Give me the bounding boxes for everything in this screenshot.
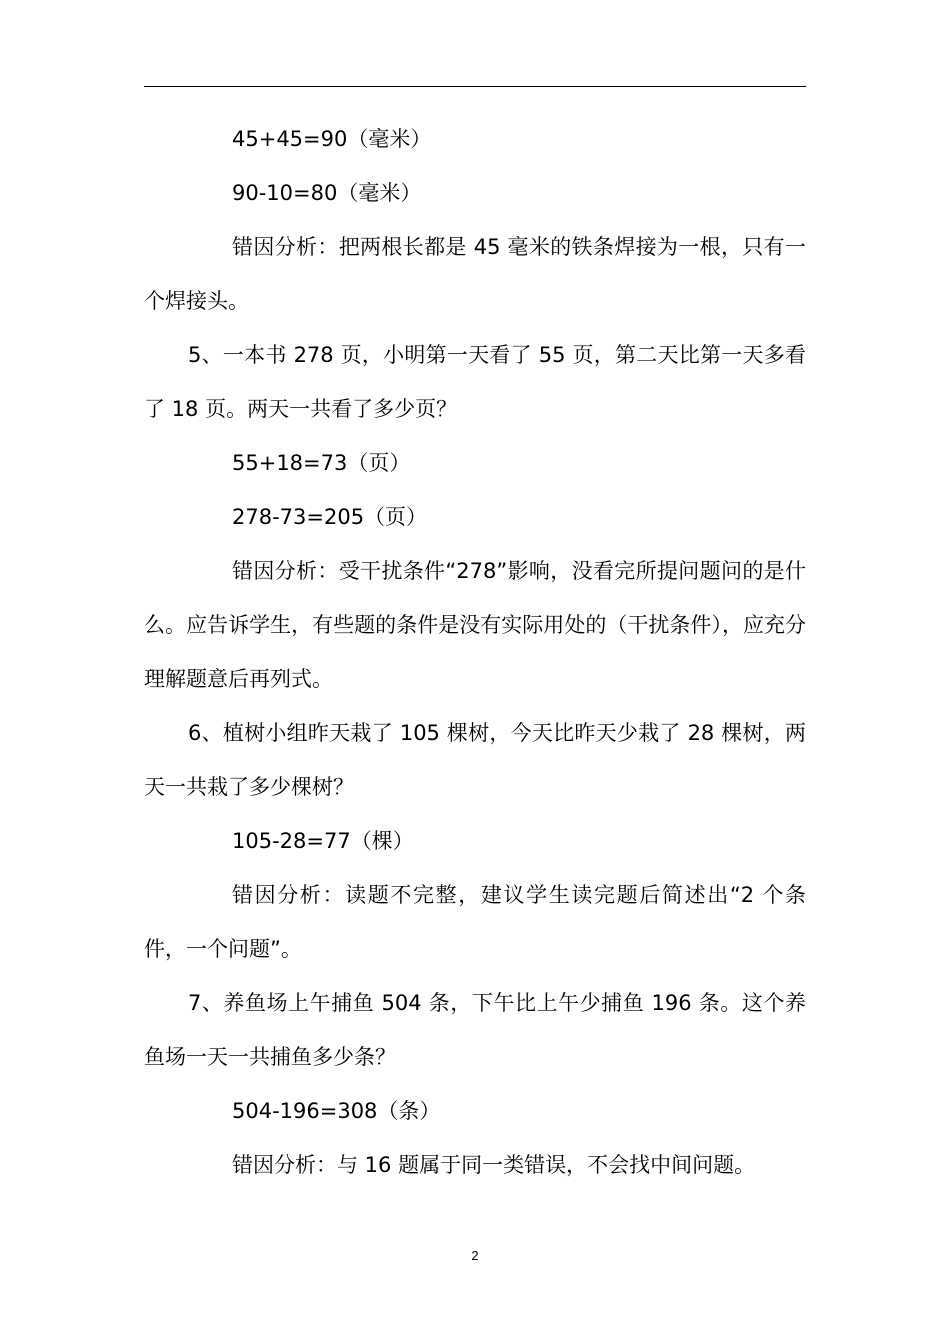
equation-line: 45+45=90（毫米）	[232, 127, 432, 151]
equation-line: 55+18=73（页）	[232, 451, 411, 475]
header-rule	[144, 86, 806, 87]
document-body	[144, 112, 806, 1192]
error-analysis-paragraph: 错因分析：读题不完整，建议学生读完题后简述出“2 个条件，一个问题”。	[144, 883, 806, 961]
equation-line: 278-73=205（页）	[232, 505, 428, 529]
question-paragraph: 6、植树小组昨天栽了 105 棵树，今天比昨天少栽了 28 棵树，两天一共栽了多少棵树？	[144, 721, 806, 799]
page-number: 2	[471, 1248, 479, 1263]
error-analysis-paragraph: 错因分析：把两根长都是 45 毫米的铁条焊接为一根，只有一个焊接头。	[144, 235, 806, 313]
equation-line: 105-28=77（棵）	[232, 829, 414, 853]
equation-line: 90-10=80（毫米）	[232, 181, 422, 205]
question-paragraph: 7、养鱼场上午捕鱼 504 条，下午比上午少捕鱼 196 条。这个养鱼场一天一共捕鱼多少条？	[144, 991, 806, 1069]
error-analysis-paragraph: 错因分析：与 16 题属于同一类错误，不会找中间问题。	[232, 1153, 756, 1177]
equation-line: 504-196=308（条）	[232, 1099, 441, 1123]
question-paragraph: 5、一本书 278 页，小明第一天看了 55 页，第二天比第一天多看了 18 页。两天一共看了多少页？	[144, 343, 806, 421]
error-analysis-paragraph: 错因分析：受干扰条件“278”影响，没看完所提问题问的是什么。应告诉学生，有些题的条件是没有实际用处的（干扰条件），应充分理解题意后再列式。	[144, 559, 806, 691]
